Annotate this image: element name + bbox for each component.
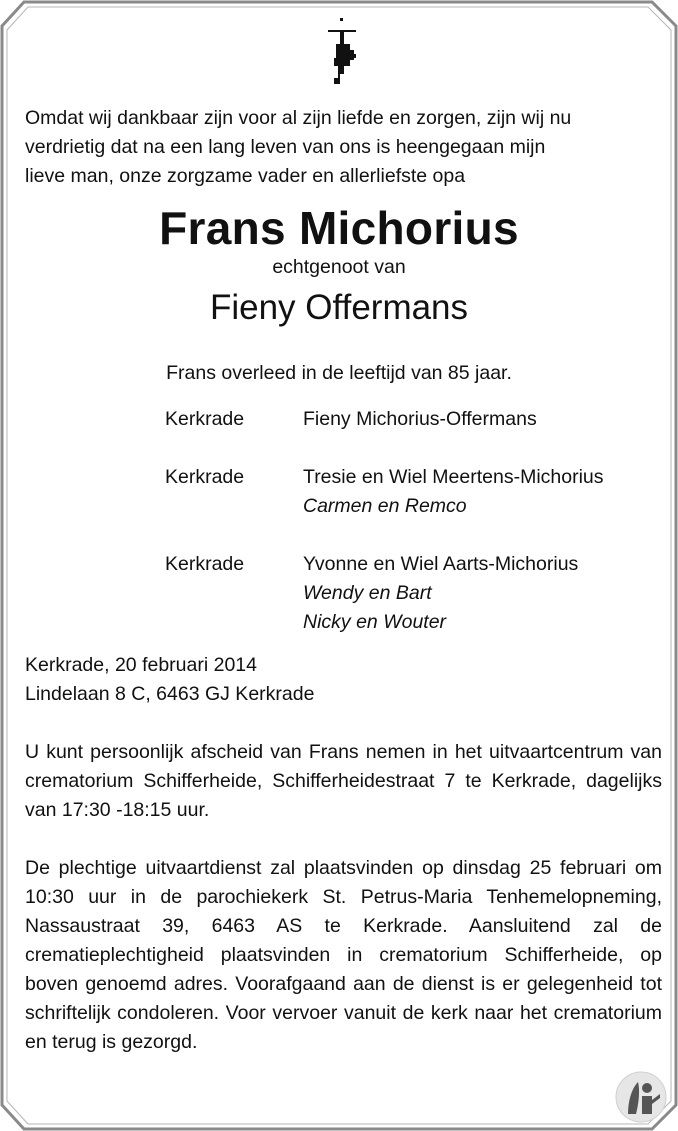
- family-place: Kerkrade: [165, 466, 245, 488]
- family-names: [303, 550, 578, 637]
- family-names: [303, 463, 604, 521]
- place-date: Kerkrade, 20 februari 2014: [25, 654, 257, 676]
- family-name-line: Tresie en Wiel Meertens-Michorius: [303, 466, 604, 488]
- family-entry: [165, 463, 655, 521]
- home-address: Lindelaan 8 C, 6463 GJ Kerkrade: [25, 683, 315, 705]
- family-list: [165, 405, 655, 637]
- deceased-name: Frans Michorius: [159, 202, 519, 254]
- intro-line-3: lieve man, onze zorgzame vader en allerliefste opa: [25, 165, 466, 187]
- family-name-line: Fieny Michorius-Offermans: [303, 408, 537, 430]
- family-place: Kerkrade: [165, 408, 245, 430]
- spouse-intro: echtgenoot van: [272, 256, 406, 278]
- farewell-paragraph: U kunt persoonlijk afscheid van Frans nemen in het uitvaartcentrum van crematorium Schifferheide, Schifferheidestraat 7 te Kerkrade, dagelijks van 17:30 -18:15 uur.: [25, 741, 662, 821]
- family-names: [303, 405, 537, 434]
- memorial-logo-icon: [614, 1070, 668, 1124]
- service-paragraph: De plechtige uitvaartdienst zal plaatsvinden op dinsdag 25 februari om 10:30 uur in de parochiekerk St. Petrus-Maria Tenhemelopneming, Nassaustraat 39, 6463 AS te Kerkrade. Aansluitend zal de crematieplechtigheid plaatsvinden in crematorium Schifferheide, op boven genoemd adres. Voorafgaand aan de dienst is er gelegenheid tot schriftelijk condoleren. Voor vervoer vanuit de kerk naar het crematorium en terug is gezorgd.: [25, 857, 662, 1053]
- family-entry: [165, 550, 655, 637]
- cross-emblem-icon: [318, 14, 366, 92]
- intro-line-1: Omdat wij dankbaar zijn voor al zijn liefde en zorgen, zijn wij nu: [25, 107, 572, 129]
- family-place: Kerkrade: [165, 553, 245, 575]
- family-entry: [165, 405, 655, 434]
- family-name-line: Yvonne en Wiel Aarts-Michorius: [303, 553, 579, 575]
- grandchildren-line: Wendy en Bart: [303, 582, 432, 604]
- address-block: [25, 651, 662, 709]
- intro-line-2: verdrietig dat na een lang leven van ons is heengegaan mijn: [25, 136, 546, 158]
- grandchildren-line: Nicky en Wouter: [303, 611, 447, 633]
- spouse-name: Fieny Offermans: [209, 288, 469, 327]
- age-line: Frans overleed in de leeftijd van 85 jaar.: [166, 362, 512, 384]
- grandchildren-line: Carmen en Remco: [303, 495, 467, 517]
